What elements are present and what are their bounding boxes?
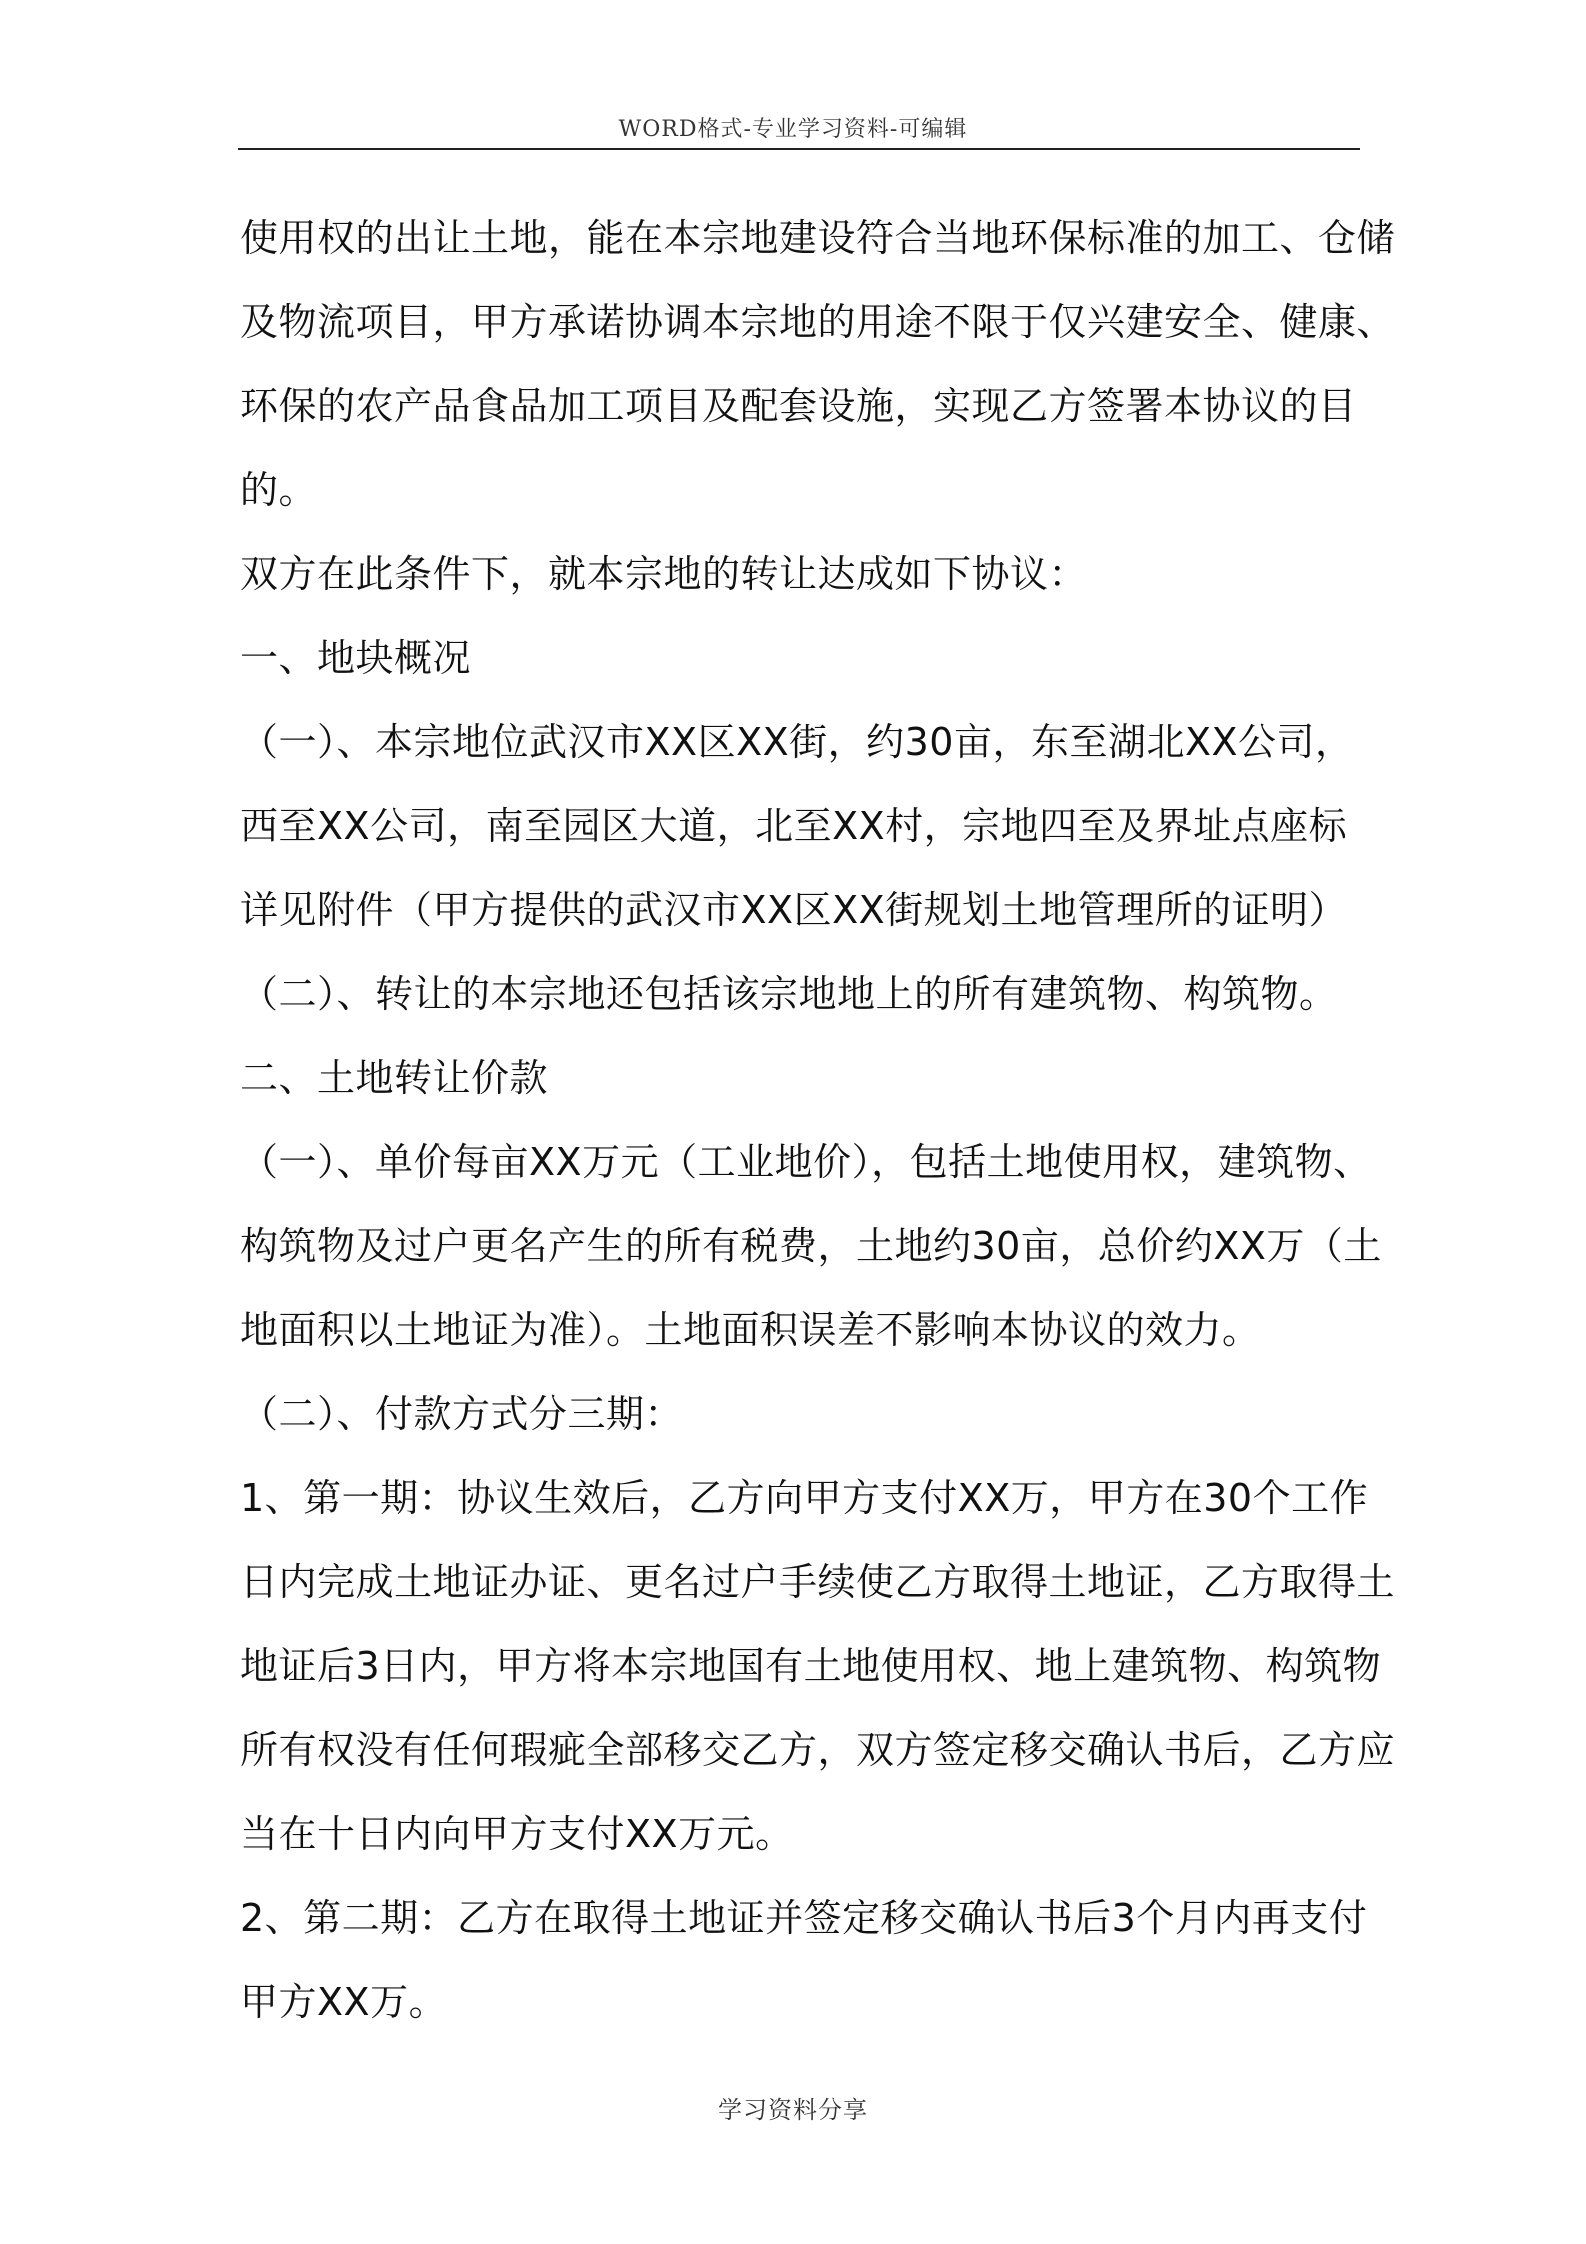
text-line: 所有权没有任何瑕疵全部移交乙方，双方签定移交确认书后，乙方应 [240,1728,1396,1772]
text-line: 及物流项目，甲方承诺协调本宗地的用途不限于仅兴建安全、健康、 [240,300,1396,344]
page-footer: 学习资料分享 [718,2096,868,2124]
text-line: 环保的农产品食品加工项目及配套设施，实现乙方签署本协议的目 [240,384,1357,428]
text-line: 甲方XX万。 [240,1980,448,2024]
text-line: 使用权的出让土地，能在本宗地建设符合当地环保标准的加工、仓储 [240,216,1396,260]
header-divider [238,148,1360,150]
text-line: 构筑物及过户更名产生的所有税费，土地约30亩，总价约XX万（土 [240,1224,1382,1268]
document-body [240,196,1396,2044]
text-line: 当在十日内向甲方支付XX万元。 [240,1812,794,1856]
text-line: 地面积以土地证为准）。土地面积误差不影响本协议的效力。 [240,1308,1261,1352]
text-line: 地证后3日内，甲方将本宗地国有土地使用权、地上建筑物、构筑物 [240,1644,1382,1688]
section-heading: 二、土地转让价款 [240,1056,549,1100]
text-line: （一）、单价每亩XX万元（工业地价），包括土地使用权，建筑物、 [240,1140,1372,1184]
text-line: 双方在此条件下，就本宗地的转让达成如下协议： [240,552,1088,596]
text-line: （二）、转让的本宗地还包括该宗地地上的所有建筑物、构筑物。 [240,972,1338,1016]
section-heading: 一、地块概况 [240,636,472,680]
text-line: 的。 [240,468,318,512]
text-line: （二）、付款方式分三期： [240,1392,684,1436]
page-header: WORD格式-专业学习资料-可编辑 [618,117,968,142]
text-line: 2、第二期：乙方在取得土地证并签定移交确认书后3个月内再支付 [240,1896,1368,1940]
text-line: 详见附件（甲方提供的武汉市XX区XX街规划土地管理所的证明） [240,888,1348,932]
text-line: 日内完成土地证办证、更名过户手续使乙方取得土地证，乙方取得土 [240,1560,1396,1604]
text-line: （一）、本宗地位武汉市XX区XX街，约30亩，东至湖北XX公司， [240,720,1354,764]
text-line: 西至XX公司，南至园区大道，北至XX村，宗地四至及界址点座标 [240,804,1348,848]
text-line: 1、第一期：协议生效后，乙方向甲方支付XX万，甲方在30个工作 [240,1476,1369,1520]
